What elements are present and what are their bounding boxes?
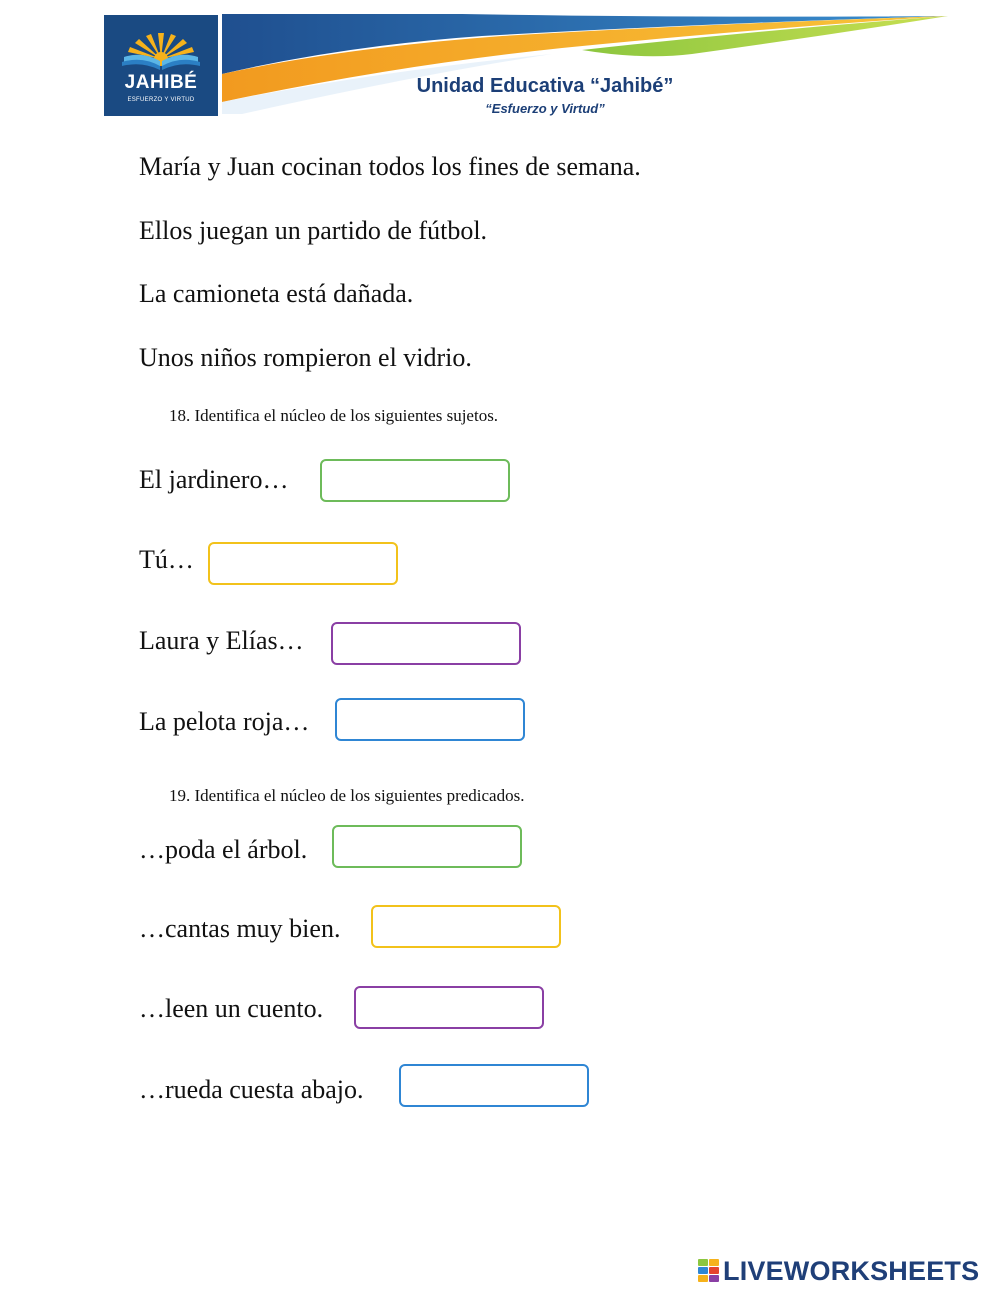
instruction-19: 19. Identifica el núcleo de los siguientes predicados. [169, 786, 525, 805]
logo-wordmark: JAHIBÉ [124, 72, 198, 93]
instruction-18: 18. Identifica el núcleo de los siguientes sujetos. [169, 406, 499, 425]
subject-prompt-1: El jardinero… [139, 465, 289, 494]
subject-prompt-3: Laura y Elías… [139, 626, 304, 655]
school-logo [104, 15, 218, 116]
subject-answer-2[interactable] [208, 542, 398, 585]
liveworksheets-wordmark: LIVEWORKSHEETS [723, 1256, 980, 1286]
predicate-prompt-3: …leen un cuento. [139, 994, 324, 1023]
subject-answer-1[interactable] [320, 459, 510, 502]
sentence-4: Unos niños rompieron el vidrio. [139, 343, 472, 372]
predicate-prompt-4: …rueda cuesta abajo. [139, 1075, 364, 1104]
sentence-2: Ellos juegan un partido de fútbol. [139, 216, 488, 245]
sentence-1: María y Juan cocinan todos los fines de semana. [139, 152, 641, 181]
predicate-answer-4[interactable] [399, 1064, 589, 1107]
predicate-prompt-1: …poda el árbol. [139, 835, 308, 864]
logo-tagline: ESFUERZO Y VIRTUD [127, 97, 195, 103]
predicate-answer-1[interactable] [332, 825, 522, 868]
school-name: Unidad Educativa “Jahibé” [416, 75, 674, 97]
school-motto: “Esfuerzo y Virtud” [485, 101, 605, 116]
predicate-prompt-2: …cantas muy bien. [139, 914, 341, 943]
predicate-answer-3[interactable] [354, 986, 544, 1029]
predicate-answer-2[interactable] [371, 905, 561, 948]
sentence-3: La camioneta está dañada. [139, 279, 414, 308]
liveworksheets-brand[interactable] [698, 1256, 979, 1286]
subject-answer-4[interactable] [335, 698, 525, 741]
subject-prompt-4: La pelota roja… [139, 707, 310, 736]
subject-answer-3[interactable] [331, 622, 521, 665]
open-book-sunburst-icon [118, 29, 204, 73]
header-swoosh-banner [222, 14, 950, 114]
subject-prompt-2: Tú… [139, 545, 194, 574]
liveworksheets-blocks-icon [698, 1259, 720, 1283]
